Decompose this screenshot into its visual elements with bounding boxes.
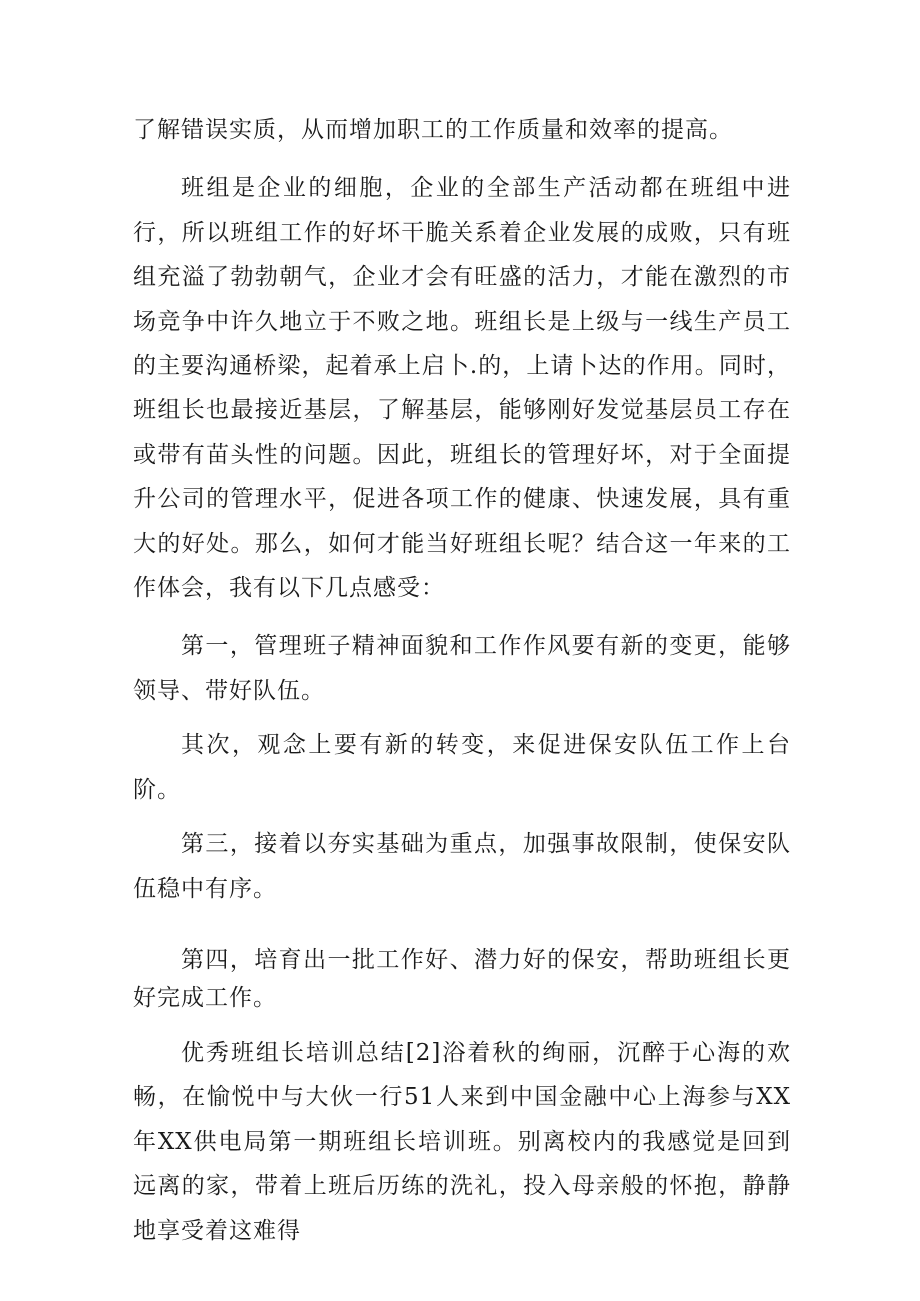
paragraph-point-second: 其次，观念上要有新的转变，来促进保安队伍工作上台阶。 [133,732,791,803]
paragraph-training-summary: 优秀班组长培训总结[2]浴着秋的绚丽，沉醉于心海的欢畅，在愉悦中与大伙一行51人来到中国金融中心上海参与XX年XX供电局第一期班组长培训班。别离校内的我感觉是回到远离的家，带着上班后历练的洗礼，投入母亲般的怀抱，静静地享受着这难得 [133,1039,791,1244]
paragraph-team-cell: 班组是企业的细胞，企业的全部生产活动都在班组中进行，所以班组工作的好坏干脆关系着企业发展的成败，只有班组充溢了勃勃朝气，企业才会有旺盛的活力，才能在激烈的市场竞争中许久地立于不败之地。班组长是上级与一线生产员工的主要沟通桥梁，起着承上启卜.的，上请卜达的作用。同时，班组长也最接近基层，了解基层，能够刚好发觉基层员工存在或带有苗头性的问题。因此，班组长的管理好坏，对于全面提升公司的管理水平，促进各项工作的健康、快速发展，具有重大的好处。那么，如何才能当好班组长呢？结合这一年来的工作体会，我有以下几点感受： [133,175,791,602]
paragraph-point-first: 第一，管理班子精神面貌和工作作风要有新的变更，能够领导、带好队伍。 [133,633,791,704]
document-body [133,108,791,1253]
paragraph-continuation: 了解错误实质，从而增加职工的工作质量和效率的提高。 [133,117,733,143]
paragraph-point-third: 第三，接着以夯实基础为重点，加强事故限制，使保安队伍稳中有序。 [133,831,791,902]
paragraph-point-fourth: 第四，培育出一批工作好、潜力好的保安，帮助班组长更好完成工作。 [133,946,791,1011]
